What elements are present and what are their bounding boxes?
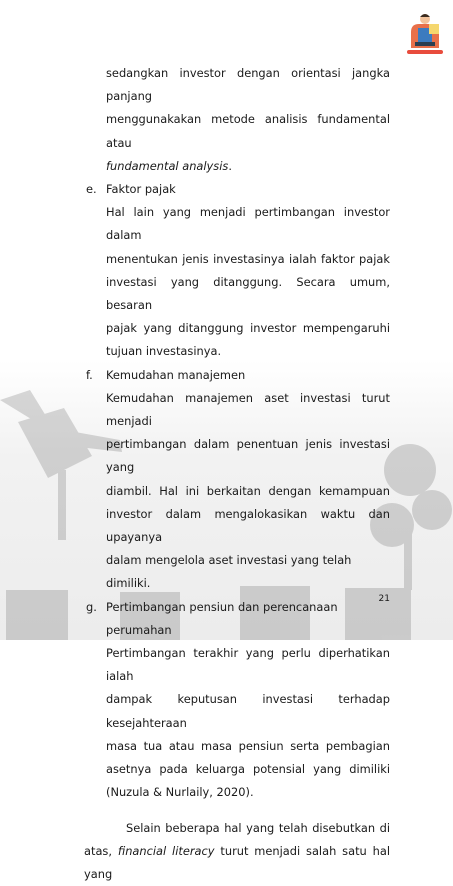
text-line: diambil. Hal ini berkaitan dengan kemampuan xyxy=(106,480,390,503)
punctuation: . xyxy=(228,159,232,173)
text-line xyxy=(84,840,390,886)
person-reading-icon xyxy=(405,10,445,58)
text-line: masa tua atau masa pensiun serta pembagian xyxy=(106,735,390,758)
text-fragment: turut menjadi salah satu hal yang xyxy=(84,844,390,881)
text-line: investor dalam mengalokasikan waktu dan upayanya xyxy=(106,503,390,549)
text-line: dalam mengelola aset investasi yang telah dimiliki. xyxy=(106,549,390,595)
list-item xyxy=(84,596,390,805)
text-line: Hal lain yang menjadi pertimbangan investor dalam xyxy=(106,201,390,247)
list-item xyxy=(84,364,390,596)
list-marker: e. xyxy=(86,178,97,201)
list-item-title: Kemudahan manajemen xyxy=(106,364,390,387)
text-line: sedangkan investor dengan orientasi jangka panjang xyxy=(106,62,390,108)
text-line: asetnya pada keluarga potensial yang dimiliki xyxy=(106,758,390,781)
text-line: dampak keputusan investasi terhadap kesejahteraan xyxy=(106,688,390,734)
text-line: Selain beberapa hal yang telah disebutkan di xyxy=(84,817,390,840)
text-line xyxy=(106,155,390,178)
text-line: investasi yang ditanggung. Secara umum, besaran xyxy=(106,271,390,317)
list-item-title: Faktor pajak xyxy=(106,178,390,201)
text-line: (Nuzula & Nurlaily, 2020). xyxy=(106,781,390,804)
text-line: tujuan investasinya. xyxy=(106,340,390,363)
list-item xyxy=(84,178,390,364)
text-line: pajak yang ditanggung investor mempengaruhi xyxy=(106,317,390,340)
list-item-title: Pertimbangan pensiun dan perencanaan perumahan xyxy=(106,596,390,642)
italic-term: financial literacy xyxy=(118,844,215,858)
italic-term: fundamental analysis xyxy=(106,159,228,173)
text-line: pertimbangan dalam penentuan jenis investasi yang xyxy=(106,433,390,479)
list-marker: f. xyxy=(86,364,93,387)
list-marker: g. xyxy=(86,596,97,619)
text-line: menggunakakan metode analisis fundamental atau xyxy=(106,108,390,154)
text-line: menentukan jenis investasinya ialah faktor pajak xyxy=(106,248,390,271)
text-fragment: atas, xyxy=(84,844,112,858)
text-line: Pertimbangan terakhir yang perlu diperhatikan ialah xyxy=(106,642,390,688)
page-text xyxy=(84,62,390,886)
continued-paragraph xyxy=(84,62,390,178)
closing-paragraph xyxy=(84,817,390,886)
text-line: Kemudahan manajemen aset investasi turut menjadi xyxy=(106,387,390,433)
page-number: 21 xyxy=(368,594,390,604)
